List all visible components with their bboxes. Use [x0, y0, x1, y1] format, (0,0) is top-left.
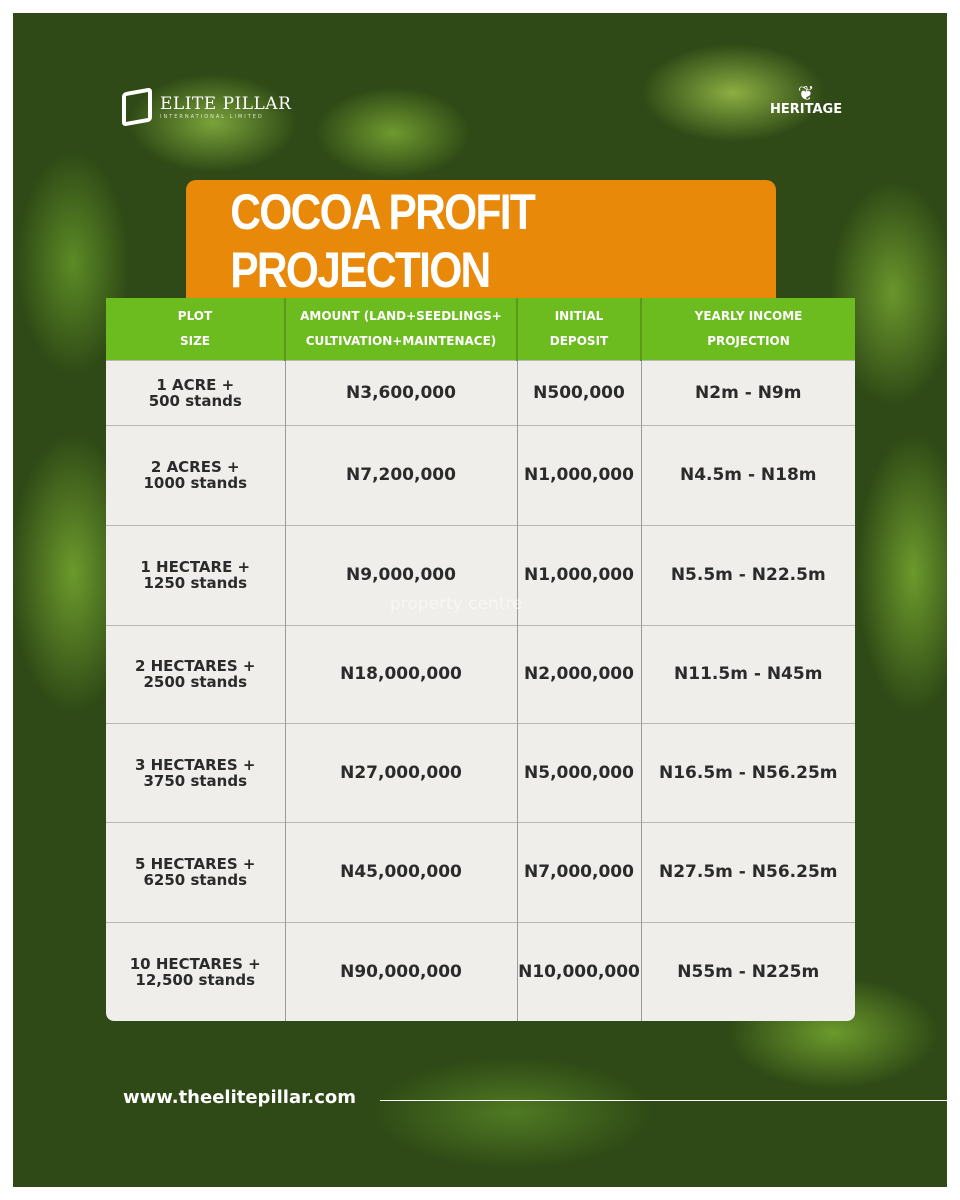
plot-size-cell [106, 425, 285, 525]
table-row [106, 625, 855, 723]
elite-pillar-logo-icon [122, 87, 152, 126]
plot-size-line: 10 HECTARES + [129, 954, 261, 973]
column-header-line: PLOT [177, 308, 213, 323]
column-header [641, 298, 855, 360]
table-row [106, 360, 855, 425]
column-header [285, 298, 517, 360]
income-cell: N27.5m - N56.25m [641, 822, 855, 922]
table-row [106, 425, 855, 525]
plot-size-line: 2500 stands [143, 673, 248, 691]
column-header [517, 298, 641, 360]
plot-size-cell [106, 723, 285, 822]
leaf-icon: ❦ [797, 81, 815, 105]
plot-size-line: 3750 stands [143, 771, 248, 790]
title-banner [186, 180, 776, 302]
amount-cell: N3,600,000 [285, 360, 517, 425]
table-header [106, 298, 855, 360]
table-row [106, 723, 855, 822]
amount-cell: N90,000,000 [285, 922, 517, 1021]
plot-size-line: 1 HECTARE + [140, 558, 251, 576]
plot-size-line: 5 HECTARES + [134, 855, 256, 873]
income-cell: N4.5m - N18m [641, 425, 855, 525]
deposit-cell: N5,000,000 [517, 723, 641, 822]
page-title: COCOA PROFIT PROJECTION [230, 184, 535, 298]
watermark: property centre [390, 594, 523, 614]
income-cell: N55m - N225m [641, 922, 855, 1021]
amount-cell: N27,000,000 [285, 723, 517, 822]
table-row [106, 822, 855, 922]
plot-size-line: 2 ACRES + [150, 458, 240, 476]
deposit-cell: N1,000,000 [517, 525, 641, 625]
deposit-cell: N10,000,000 [517, 922, 641, 1021]
column-header-line: PROJECTION [707, 333, 790, 348]
income-cell: N11.5m - N45m [641, 625, 855, 723]
heritage-logo [770, 81, 843, 117]
column-header-line: YEARLY INCOME [694, 308, 803, 323]
plot-size-line: 1250 stands [143, 574, 248, 592]
plot-size-cell [106, 922, 285, 1021]
plot-size-line: 1 ACRE + [156, 375, 235, 394]
column-header-line: INITIAL [554, 308, 604, 323]
income-cell: N16.5m - N56.25m [641, 723, 855, 822]
partner-name: HERITAGE [770, 102, 843, 117]
column-header-line: AMOUNT (LAND+SEEDLINGS+ [300, 308, 502, 323]
plot-size-cell [106, 625, 285, 723]
website-link[interactable]: www.theelitepillar.com [123, 1087, 357, 1108]
deposit-cell: N500,000 [517, 360, 641, 425]
amount-cell: N45,000,000 [285, 822, 517, 922]
table-row [106, 922, 855, 1021]
column-header-line: SIZE [179, 333, 210, 348]
amount-cell: N18,000,000 [285, 625, 517, 723]
plot-size-cell [106, 525, 285, 625]
plot-size-cell [106, 822, 285, 922]
plot-size-line: 12,500 stands [135, 970, 256, 989]
income-cell: N2m - N9m [641, 360, 855, 425]
amount-cell: N7,200,000 [285, 425, 517, 525]
plot-size-line: 3 HECTARES + [134, 755, 256, 774]
plot-size-line: 6250 stands [143, 871, 248, 889]
footer-divider [380, 1100, 947, 1101]
column-header-line: DEPOSIT [549, 333, 609, 348]
plot-size-line: 1000 stands [143, 474, 248, 492]
plot-size-cell [106, 360, 285, 425]
brand-name: ELITE PILLAR [160, 94, 292, 114]
deposit-cell: N2,000,000 [517, 625, 641, 723]
column-header [106, 298, 285, 360]
plot-size-line: 500 stands [148, 391, 242, 410]
projection-table [106, 298, 855, 1021]
brand-subtitle: INTERNATIONAL LIMITED [160, 114, 264, 120]
income-cell: N5.5m - N22.5m [641, 525, 855, 625]
deposit-cell: N7,000,000 [517, 822, 641, 922]
plot-size-line: 2 HECTARES + [134, 657, 256, 675]
amount-cell: N9,000,000 [285, 525, 517, 625]
deposit-cell: N1,000,000 [517, 425, 641, 525]
column-header-line: CULTIVATION+MAINTENACE) [305, 333, 497, 348]
elite-pillar-logo [122, 90, 291, 124]
